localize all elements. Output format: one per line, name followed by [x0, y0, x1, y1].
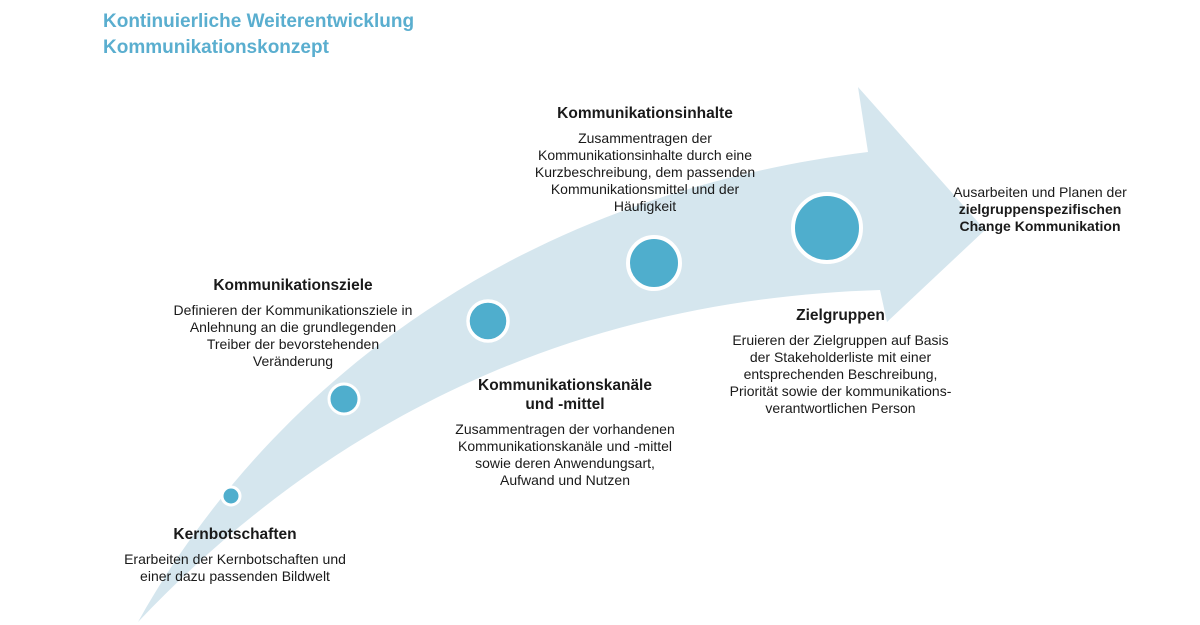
step-marker-circle-5	[793, 194, 861, 262]
step-marker-circle-4	[628, 237, 680, 289]
step-heading: Kernbotschaften	[173, 526, 297, 543]
step-heading: Kommunikationskanäle und -mittel	[478, 377, 652, 413]
result-text	[925, 184, 1155, 235]
step-marker-circle-2	[329, 384, 359, 414]
result-line-1: Ausarbeiten und Planen der	[953, 184, 1127, 200]
step-kommunikationsinhalte	[500, 104, 790, 215]
result-line-2: zielgruppenspezifischen	[958, 201, 1122, 217]
title-block	[103, 9, 414, 61]
result-line-3: Change Kommunikation	[959, 218, 1121, 234]
step-description: Erarbeiten der Kernbotschaften und einer dazu passenden Bildwelt	[124, 551, 346, 584]
step-marker-circle-3	[468, 301, 508, 341]
step-kernbotschaften	[100, 525, 370, 585]
step-marker-circle-1	[222, 487, 240, 505]
title-line-1: Kontinuierliche Weiterentwicklung	[103, 11, 415, 32]
step-description: Zusammentragen der Kommunikationsinhalte durch eine Kurzbeschreibung, dem passenden Kommunikationsmittel und der Häufigkeit	[534, 130, 756, 214]
step-description: Zusammentragen der vorhandenen Kommunikationskanäle und -mittel sowie deren Anwendungsart, Aufwand und Nutzen	[455, 421, 675, 488]
step-heading: Kommunikationsinhalte	[557, 105, 733, 122]
step-zielgruppen	[698, 306, 983, 417]
step-description: Definieren der Kommunikationsziele in Anlehnung an die grundlegenden Treiber der bevorstehenden Veränderung	[173, 302, 413, 369]
step-heading: Kommunikationsziele	[213, 277, 373, 294]
step-heading: Zielgruppen	[796, 307, 885, 324]
step-kommunikationsziele	[148, 276, 438, 370]
step-description: Eruieren der Zielgruppen auf Basis der Stakeholderliste mit einer entsprechenden Beschreibung, Priorität sowie der kommunikations- verantwortlichen Person	[729, 332, 952, 416]
step-kommunikationskanaele	[415, 376, 715, 489]
title-line-2: Kommunikationskonzept	[103, 37, 329, 58]
